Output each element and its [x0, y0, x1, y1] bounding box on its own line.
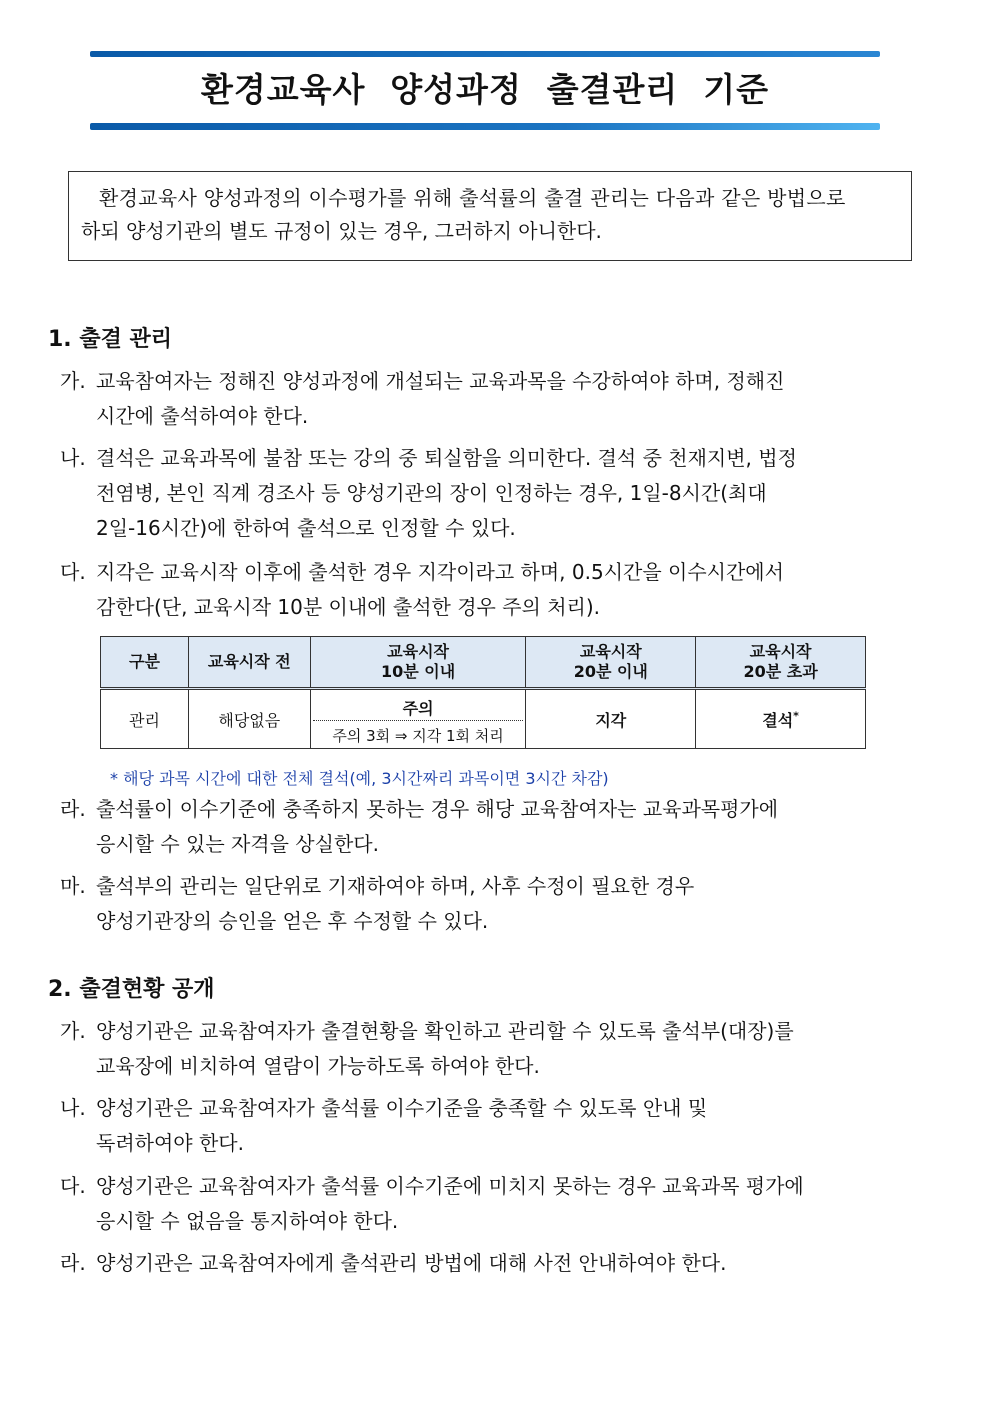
table-cell: 해당없음: [188, 689, 310, 749]
table-header: [696, 637, 866, 689]
table-cell-split: [310, 689, 526, 749]
item-text: 결석은 교육과목에 불참 또는 강의 중 퇴실함을 의미한다. 결석 중 천재지변, 법정 전염병, 본인 직계 경조사 등 양성기관의 장이 인정하는 경우, 1일-8시간(최대 2일-16시간)에 한하여 출석으로 인정할 수 있다.: [96, 446, 797, 540]
attendance-table: [100, 636, 866, 749]
section1-heading: 1. 출결 관리: [48, 327, 172, 352]
title-top-bar: [90, 51, 880, 57]
caution-rule: 주의 3회 ⇒ 지각 1회 처리: [332, 727, 504, 745]
section2-item-ga: [60, 1014, 930, 1084]
intro-line-2: 하되 양성기관의 별도 규정이 있는 경우, 그러하지 아니한다.: [81, 219, 602, 243]
item-marker: 나.: [60, 446, 86, 470]
table-header: [526, 637, 696, 689]
item-text: 지각은 교육시작 이후에 출석한 경우 지각이라고 하며, 0.5시간을 이수시간에서 감한다(단, 교육시작 10분 이내에 출석한 경우 주의 처리).: [96, 560, 784, 619]
footnote-mark: *: [793, 709, 799, 723]
section1-item-ma: [60, 869, 930, 939]
item-text: 양성기관은 교육참여자가 출석률 이수기준을 충족할 수 있도록 안내 및 독려하여야 한다.: [96, 1096, 708, 1155]
intro-box: [68, 171, 912, 261]
table-cell: 지각: [526, 689, 696, 749]
table-cell: [696, 689, 866, 749]
item-text: 출석부의 관리는 일단위로 기재하여야 하며, 사후 수정이 필요한 경우 양성기관장의 승인을 얻은 후 수정할 수 있다.: [96, 874, 695, 933]
section1-item-ra: [60, 792, 930, 862]
item-marker: 다.: [60, 560, 86, 584]
item-text: 출석률이 이수기준에 충족하지 못하는 경우 해당 교육참여자는 교육과목평가에 응시할 수 있는 자격을 상실한다.: [96, 797, 779, 856]
item-text: 교육참여자는 정해진 양성과정에 개설되는 교육과목을 수강하여야 하며, 정해진 시간에 출석하여야 한다.: [96, 369, 785, 428]
item-marker: 가.: [60, 1019, 86, 1043]
table-header: 구분: [101, 637, 189, 689]
table-header: 교육시작 전: [188, 637, 310, 689]
section2-item-na: [60, 1091, 930, 1161]
item-marker: 마.: [60, 874, 86, 898]
table-footnote: * 해당 과목 시간에 대한 전체 결석(예, 3시간짜리 과목이면 3시간 차감): [110, 769, 609, 788]
item-text: 양성기관은 교육참여자가 출결현황을 확인하고 관리할 수 있도록 출석부(대장)를 교육장에 비치하여 열람이 가능하도록 하여야 한다.: [96, 1019, 794, 1078]
title-bottom-bar: [90, 123, 880, 130]
intro-line-1: 환경교육사 양성과정의 이수평가를 위해 출석률의 출결 관리는 다음과 같은 방법으로: [99, 186, 846, 210]
caution-label: 주의: [313, 692, 524, 721]
section2-item-ra: [60, 1246, 930, 1281]
section1-item-da: [60, 555, 930, 625]
table-header-text: 교육시작 20분 초과: [743, 642, 818, 681]
section1-item-na: [60, 441, 930, 546]
table-header-text: 교육시작 20분 이내: [573, 642, 648, 681]
table-header: [310, 637, 526, 689]
section2-heading: 2. 출결현황 공개: [48, 977, 215, 1002]
section1-item-ga: [60, 364, 930, 434]
item-text: 양성기관은 교육참여자에게 출석관리 방법에 대해 사전 안내하여야 한다.: [96, 1251, 727, 1275]
table-row: [101, 689, 866, 749]
item-text: 양성기관은 교육참여자가 출석률 이수기준에 미치지 못하는 경우 교육과목 평가에 응시할 수 없음을 통지하여야 한다.: [96, 1174, 804, 1233]
item-marker: 나.: [60, 1096, 86, 1120]
page-title: 환경교육사 양성과정 출결관리 기준: [200, 70, 770, 109]
table-cell: 관리: [101, 689, 189, 749]
item-marker: 라.: [60, 797, 86, 821]
section2-item-da: [60, 1169, 930, 1239]
item-marker: 다.: [60, 1174, 86, 1198]
absence-label: 결석: [762, 710, 794, 730]
table-header-text: 교육시작 10분 이내: [380, 642, 456, 681]
item-marker: 라.: [60, 1251, 86, 1275]
item-marker: 가.: [60, 369, 86, 393]
